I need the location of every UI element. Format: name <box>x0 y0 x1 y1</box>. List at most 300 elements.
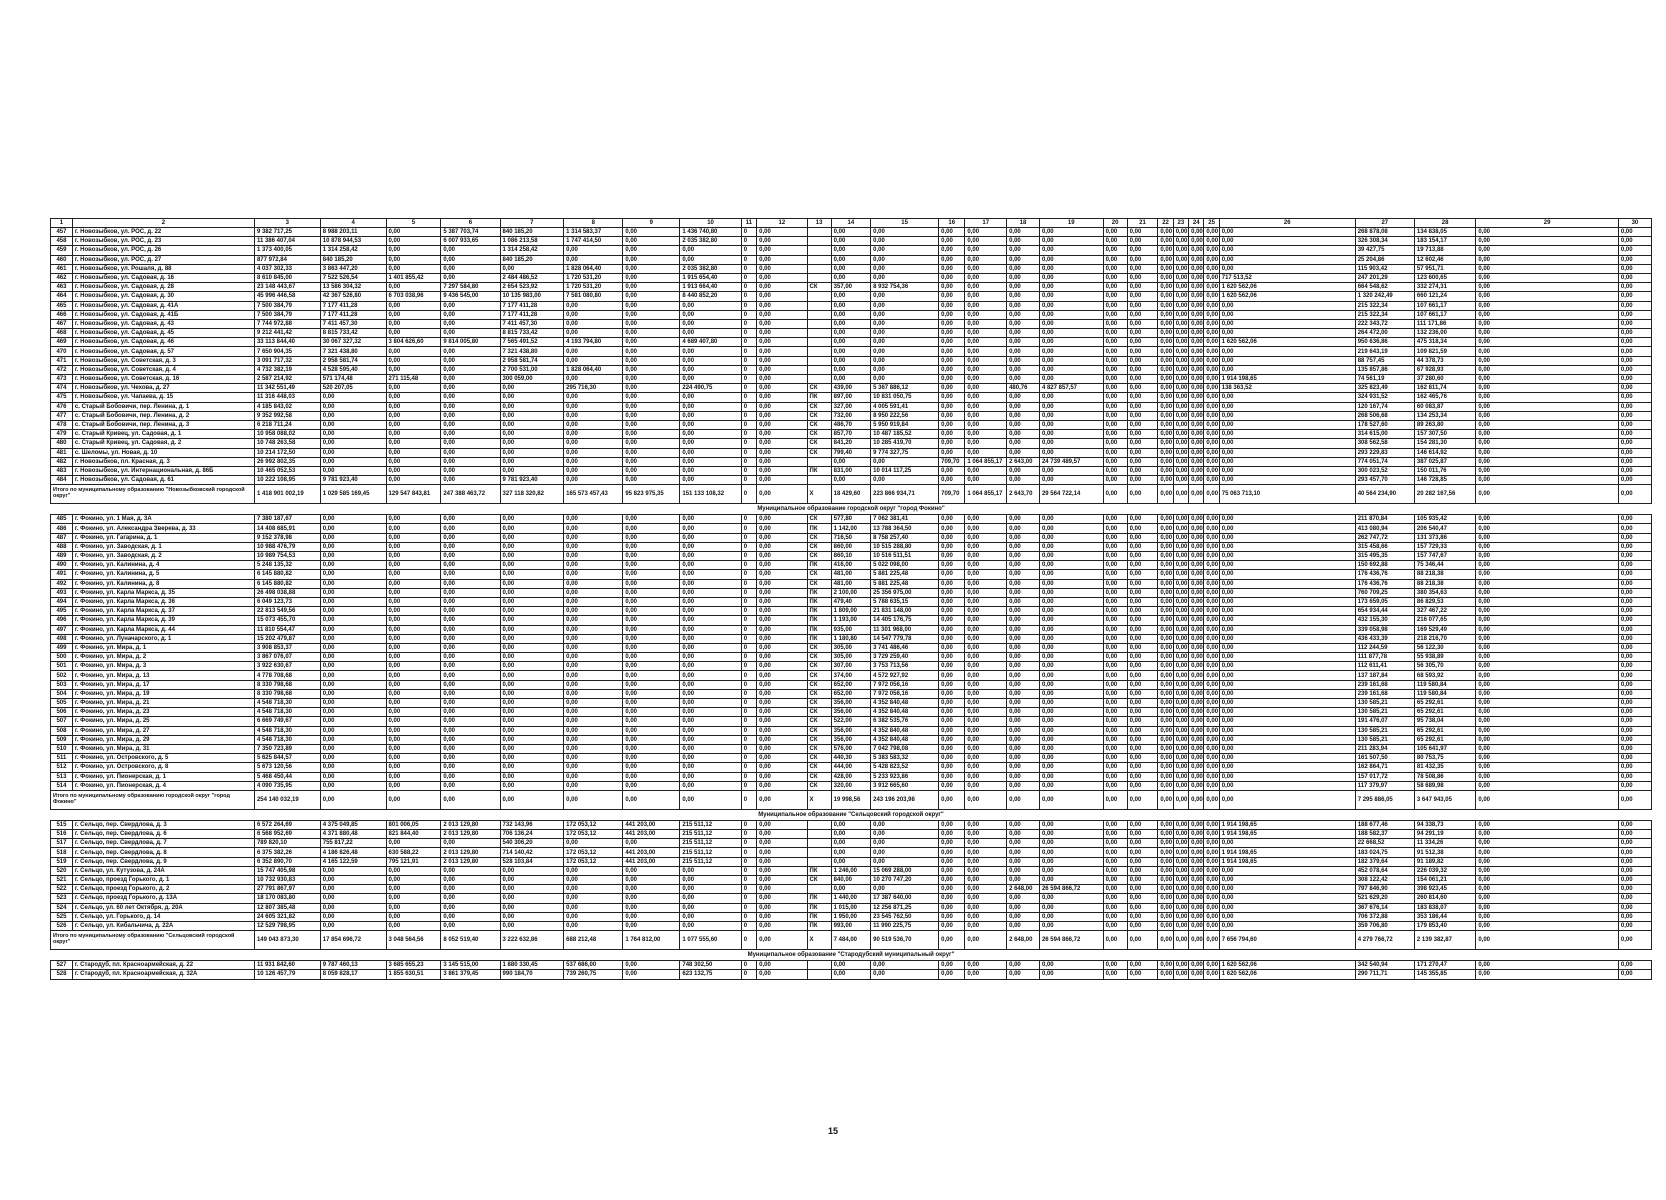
table-cell: 0,00 <box>1618 515 1651 524</box>
table-cell: 0,00 <box>1103 708 1127 717</box>
address-cell: г. Новозыбков, ул. Советская, д. 4 <box>72 365 254 374</box>
table-cell: 7 177 411,28 <box>320 301 386 310</box>
table-cell: 176 436,76 <box>1355 579 1414 588</box>
table-cell: 161 507,50 <box>1355 754 1414 763</box>
table-cell: 0,00 <box>1103 735 1127 744</box>
table-cell: 0,00 <box>1173 515 1188 524</box>
address-cell: г. Сельцо, ул. Горького, д. 14 <box>72 912 254 921</box>
table-cell: 0,00 <box>500 921 564 930</box>
table-cell: 75 063 713,10 <box>1219 485 1355 504</box>
table-cell: 26 498 038,88 <box>254 588 320 597</box>
table-cell: 0,00 <box>1127 439 1158 448</box>
table-cell: ПК <box>807 616 831 625</box>
table-cell: 0,00 <box>1127 625 1158 634</box>
table-cell: 0,00 <box>680 597 741 606</box>
table-cell <box>807 839 831 848</box>
table-cell: 0,00 <box>1127 533 1158 542</box>
table-cell: 0,00 <box>680 552 741 561</box>
table-cell: 146 614,92 <box>1414 448 1475 457</box>
table-cell: 0,00 <box>1127 570 1158 579</box>
table-cell: 215 511,12 <box>680 839 741 848</box>
table-cell: 0,00 <box>831 237 870 246</box>
table-cell: 0,00 <box>1618 524 1651 533</box>
table-cell: 0,00 <box>939 699 965 708</box>
table-cell: 4 548 718,30 <box>254 708 320 717</box>
table-row <box>51 329 1652 338</box>
row-number: 503 <box>51 680 73 689</box>
table-cell: 0,00 <box>939 894 965 903</box>
table-cell: 0,00 <box>1476 772 1619 781</box>
table-cell: 0,00 <box>386 903 441 912</box>
table-cell: 0,00 <box>320 708 386 717</box>
table-cell: 0,00 <box>1158 970 1173 979</box>
table-cell: 0,00 <box>1618 597 1651 606</box>
table-cell: 0,00 <box>1204 903 1219 912</box>
table-cell: 105 641,97 <box>1414 744 1475 753</box>
table-cell: 65 292,61 <box>1414 699 1475 708</box>
table-cell: 215 511,12 <box>680 848 741 857</box>
table-cell: 1 314 258,42 <box>320 246 386 255</box>
table-cell: 0,00 <box>441 402 500 411</box>
table-cell: 0,00 <box>1189 420 1204 429</box>
table-cell: 10 732 930,83 <box>254 876 320 885</box>
table-cell: 29 564 722,14 <box>1039 485 1103 504</box>
table-cell: 0,00 <box>1618 857 1651 866</box>
table-cell: 0,00 <box>386 588 441 597</box>
table-cell: 0,00 <box>1103 885 1127 894</box>
table-cell: 7 042 798,08 <box>871 744 939 753</box>
table-cell <box>807 347 831 356</box>
table-cell: 78 508,86 <box>1414 772 1475 781</box>
table-cell: 0,00 <box>1204 616 1219 625</box>
table-cell: 0,00 <box>386 439 441 448</box>
table-cell: 58 689,98 <box>1414 781 1475 790</box>
table-cell: 0,00 <box>1189 411 1204 420</box>
table-cell: 0,00 <box>939 885 965 894</box>
table-cell: 0,00 <box>1158 671 1173 680</box>
table-cell: 10 878 944,53 <box>320 237 386 246</box>
row-number: 476 <box>51 402 73 411</box>
table-cell: 0,00 <box>1103 866 1127 875</box>
table-cell: 0,00 <box>680 476 741 485</box>
table-cell: 1 077 555,60 <box>680 931 741 950</box>
table-cell: 0,00 <box>1173 365 1188 374</box>
table-cell: 0,00 <box>965 744 1007 753</box>
table-cell: СК <box>807 283 831 292</box>
address-cell: г. Фокино, ул. Мира, д. 27 <box>72 726 254 735</box>
table-cell: 0,00 <box>1127 830 1158 839</box>
table-cell: 860,00 <box>831 542 870 551</box>
table-cell: 0,00 <box>320 671 386 680</box>
table-cell: 0,00 <box>441 246 500 255</box>
table-cell: 0,00 <box>871 255 939 264</box>
table-row <box>51 448 1652 457</box>
table-cell: 0,00 <box>871 839 939 848</box>
column-header: 1 <box>51 219 73 228</box>
row-number: 467 <box>51 319 73 328</box>
table-cell: 0 <box>741 857 756 866</box>
table-cell: 0,00 <box>831 820 870 829</box>
table-cell: 0 <box>741 763 756 772</box>
table-cell: СК <box>807 662 831 671</box>
table-cell: 0,00 <box>1476 347 1619 356</box>
table-cell: 0,00 <box>939 607 965 616</box>
table-cell: 13 788 364,50 <box>871 524 939 533</box>
table-cell: 528 103,84 <box>500 857 564 866</box>
table-cell: 0,00 <box>1158 912 1173 921</box>
table-cell: 0,00 <box>939 671 965 680</box>
table-cell: 0,00 <box>757 237 807 246</box>
table-cell: 6 352 890,70 <box>254 857 320 866</box>
table-cell: 0,00 <box>500 457 564 466</box>
table-cell: 0,00 <box>680 246 741 255</box>
table-cell: 0,00 <box>1476 292 1619 301</box>
table-cell: 0,00 <box>1103 393 1127 402</box>
table-row <box>51 588 1652 597</box>
table-cell: 1 747 414,50 <box>564 237 623 246</box>
table-cell: 0,00 <box>1618 319 1651 328</box>
address-cell: с. Старый Бобовичи, пер. Ленина, д. 3 <box>72 420 254 429</box>
table-cell <box>807 476 831 485</box>
table-cell: 4 732 382,19 <box>254 365 320 374</box>
table-cell: 0,00 <box>623 533 680 542</box>
table-cell: 0,00 <box>386 255 441 264</box>
table-cell: 0,00 <box>564 393 623 402</box>
table-cell: 157 307,50 <box>1414 430 1475 439</box>
table-cell: 0,00 <box>500 552 564 561</box>
table-cell: 0,00 <box>320 515 386 524</box>
table-cell: 0,00 <box>320 689 386 698</box>
table-cell: 0,00 <box>564 466 623 475</box>
table-cell: 0,00 <box>1127 485 1158 504</box>
section-header-row <box>51 504 1652 515</box>
table-cell: 0,00 <box>1189 848 1204 857</box>
table-cell: 0,00 <box>1476 476 1619 485</box>
table-cell: 0,00 <box>1476 634 1619 643</box>
table-cell: 320,00 <box>831 781 870 790</box>
table-cell: 0,00 <box>1127 662 1158 671</box>
table-cell: 0,00 <box>939 375 965 384</box>
table-cell: 0,00 <box>1618 393 1651 402</box>
table-cell: 0,00 <box>1158 338 1173 347</box>
table-cell: 115 903,42 <box>1355 264 1414 273</box>
table-cell: 0,00 <box>1173 625 1188 634</box>
table-cell: 0,00 <box>1158 848 1173 857</box>
table-cell: 0,00 <box>1173 310 1188 319</box>
table-cell: 0,00 <box>1158 228 1173 237</box>
table-cell: 0,00 <box>386 653 441 662</box>
table-cell: 4 778 708,68 <box>254 671 320 680</box>
table-cell: 219 643,19 <box>1355 347 1414 356</box>
table-cell: 0,00 <box>320 430 386 439</box>
table-cell: 0,00 <box>564 903 623 912</box>
table-cell: 0,00 <box>1189 634 1204 643</box>
table-cell: 0,00 <box>1173 689 1188 698</box>
table-cell: 0,00 <box>965 616 1007 625</box>
table-cell: 25 356 975,00 <box>871 588 939 597</box>
table-cell: 0,00 <box>1158 246 1173 255</box>
table-cell: 0,00 <box>1007 310 1040 319</box>
column-header: 27 <box>1355 219 1414 228</box>
table-cell: 732,00 <box>831 411 870 420</box>
table-cell: 480,76 <box>1007 384 1040 393</box>
table-cell: 0,00 <box>965 699 1007 708</box>
table-cell: 0,00 <box>1007 961 1040 970</box>
table-cell: 6 669 749,67 <box>254 717 320 726</box>
column-header: 2 <box>72 219 254 228</box>
table-cell: 0,00 <box>386 866 441 875</box>
table-cell: 0,00 <box>1127 848 1158 857</box>
table-cell: 0,00 <box>1204 931 1219 950</box>
table-cell: 0,00 <box>965 273 1007 282</box>
table-cell: 0,00 <box>1204 439 1219 448</box>
table-cell: 0,00 <box>680 420 741 429</box>
table-cell: 0,00 <box>1476 839 1619 848</box>
table-cell: 0 <box>741 420 756 429</box>
table-cell: 0,00 <box>1219 607 1355 616</box>
column-header: 23 <box>1173 219 1188 228</box>
table-cell: 0,00 <box>1189 375 1204 384</box>
table-cell: 0,00 <box>1618 876 1651 885</box>
table-cell: 0,00 <box>386 466 441 475</box>
table-cell: 0,00 <box>500 653 564 662</box>
table-cell: 0,00 <box>1204 533 1219 542</box>
address-cell: г. Новозыбков, ул. РОС, д. 26 <box>72 246 254 255</box>
table-cell: 0,00 <box>939 439 965 448</box>
table-row <box>51 292 1652 301</box>
table-cell: 0,00 <box>1204 830 1219 839</box>
table-row <box>51 866 1652 875</box>
table-cell: 0,00 <box>1204 570 1219 579</box>
table-cell: 107 661,17 <box>1414 301 1475 310</box>
table-cell: 537 686,00 <box>564 961 623 970</box>
table-cell: 0,00 <box>1103 457 1127 466</box>
table-cell: 0,00 <box>564 319 623 328</box>
table-cell: 0,00 <box>939 744 965 753</box>
table-cell: 0,00 <box>1219 237 1355 246</box>
table-cell: 0,00 <box>1103 588 1127 597</box>
table-cell: 0,00 <box>1173 931 1188 950</box>
table-cell: 0,00 <box>1189 921 1204 930</box>
table-cell: 0,00 <box>500 634 564 643</box>
table-cell: 1 914 198,65 <box>1219 848 1355 857</box>
table-cell: 0,00 <box>1476 717 1619 726</box>
table-cell: 0,00 <box>1618 754 1651 763</box>
table-cell: 0,00 <box>965 264 1007 273</box>
table-cell: 0,00 <box>680 866 741 875</box>
table-cell: 0,00 <box>623 699 680 708</box>
table-cell: 9 787 460,13 <box>320 961 386 970</box>
table-cell: 0,00 <box>1158 430 1173 439</box>
row-number: 491 <box>51 570 73 579</box>
table-cell: 0,00 <box>1039 781 1103 790</box>
table-cell: 2 100,00 <box>831 588 870 597</box>
table-cell: 112 244,59 <box>1355 643 1414 652</box>
table-cell: 0,00 <box>965 588 1007 597</box>
table-cell: 0,00 <box>1618 790 1651 809</box>
table-cell: 95 738,04 <box>1414 717 1475 726</box>
table-cell: 0,00 <box>1173 830 1188 839</box>
table-cell: 0,00 <box>564 524 623 533</box>
table-cell: 0,00 <box>1618 903 1651 912</box>
table-cell: 0,00 <box>1189 347 1204 356</box>
table-cell: 0,00 <box>1204 894 1219 903</box>
table-cell: 0,00 <box>441 781 500 790</box>
table-cell: 7 297 584,80 <box>441 283 500 292</box>
table-cell: 0,00 <box>1007 616 1040 625</box>
table-cell: 571 174,48 <box>320 375 386 384</box>
table-cell: 0,00 <box>623 310 680 319</box>
table-cell: 0,00 <box>386 597 441 606</box>
table-cell: 0,00 <box>1204 662 1219 671</box>
table-cell: 0,00 <box>1204 857 1219 866</box>
table-cell: 0,00 <box>831 273 870 282</box>
table-cell: 0,00 <box>1007 246 1040 255</box>
table-cell: 0 <box>741 830 756 839</box>
table-cell: 0,00 <box>1007 542 1040 551</box>
address-cell: г. Новозыбков, ул. Садовая, д. 43 <box>72 319 254 328</box>
table-cell: 0,00 <box>564 744 623 753</box>
table-cell: 0,00 <box>1173 903 1188 912</box>
row-number: 486 <box>51 524 73 533</box>
table-cell: 0,00 <box>1189 726 1204 735</box>
address-cell: г. Новозыбков, ул. Садовая, д. 61 <box>72 476 254 485</box>
table-cell: 0,00 <box>1158 375 1173 384</box>
table-cell: 0,00 <box>386 744 441 753</box>
table-cell: 0,00 <box>965 689 1007 698</box>
table-cell: 4 193 794,80 <box>564 338 623 347</box>
table-cell: 0,00 <box>1103 319 1127 328</box>
table-cell: 0,00 <box>1103 430 1127 439</box>
table-cell: 0,00 <box>1007 680 1040 689</box>
table-row <box>51 347 1652 356</box>
table-cell: 0,00 <box>1039 717 1103 726</box>
table-cell: 0,00 <box>1618 616 1651 625</box>
table-cell: 0,00 <box>1007 763 1040 772</box>
table-cell: 0,00 <box>441 790 500 809</box>
table-cell: 0,00 <box>1173 763 1188 772</box>
table-cell: 4 005 591,41 <box>871 402 939 411</box>
table-cell: 0,00 <box>1173 420 1188 429</box>
table-cell: 0,00 <box>623 662 680 671</box>
table-cell: 0,00 <box>1204 515 1219 524</box>
table-cell: 0 <box>741 338 756 347</box>
table-cell: 1 620 562,06 <box>1219 283 1355 292</box>
table-cell: 0,00 <box>1103 921 1127 930</box>
table-cell: 0,00 <box>623 744 680 753</box>
table-cell: 0,00 <box>441 653 500 662</box>
table-cell: 0,00 <box>831 319 870 328</box>
table-cell: 0 <box>741 708 756 717</box>
table-cell: 374,00 <box>831 671 870 680</box>
table-cell: 0,00 <box>386 876 441 885</box>
table-cell: 0,00 <box>623 754 680 763</box>
row-number: 505 <box>51 699 73 708</box>
table-cell: 0,00 <box>680 310 741 319</box>
table-cell: 165 573 457,43 <box>564 485 623 504</box>
table-cell: 0,00 <box>1204 411 1219 420</box>
table-cell: 6 703 038,96 <box>386 292 441 301</box>
table-cell: 1 620 562,06 <box>1219 338 1355 347</box>
table-cell: 243 196 203,98 <box>871 790 939 809</box>
table-cell: 0,00 <box>1219 839 1355 848</box>
table-cell: 0,00 <box>1007 912 1040 921</box>
row-number: 509 <box>51 735 73 744</box>
table-cell: 0,00 <box>1219 689 1355 698</box>
table-cell: 0,00 <box>1219 228 1355 237</box>
table-cell: 0,00 <box>1127 552 1158 561</box>
table-cell: 0,00 <box>1476 763 1619 772</box>
table-cell: 0,00 <box>500 662 564 671</box>
table-cell: 24 605 321,82 <box>254 912 320 921</box>
table-cell: 0,00 <box>623 708 680 717</box>
table-cell: 441 203,00 <box>623 820 680 829</box>
table-cell: 0,00 <box>1103 625 1127 634</box>
table-cell: 0,00 <box>1618 365 1651 374</box>
table-cell: 0,00 <box>320 912 386 921</box>
table-cell: 0,00 <box>1618 839 1651 848</box>
table-cell: 0,00 <box>1476 857 1619 866</box>
table-cell: 1 828 064,40 <box>564 264 623 273</box>
table-cell: 0,00 <box>1127 790 1158 809</box>
table-cell: 0,00 <box>965 393 1007 402</box>
table-cell: 0,00 <box>1204 466 1219 475</box>
table-cell: 172 053,12 <box>564 848 623 857</box>
table-cell: 0,00 <box>1219 579 1355 588</box>
row-number: 465 <box>51 301 73 310</box>
table-cell: 0,00 <box>1158 894 1173 903</box>
table-cell: 0,00 <box>500 717 564 726</box>
table-cell: 308 562,58 <box>1355 439 1414 448</box>
table-cell: 14 547 779,78 <box>871 634 939 643</box>
table-cell: 6 218 711,24 <box>254 420 320 429</box>
table-cell: 135 857,86 <box>1355 365 1414 374</box>
table-cell: 0,00 <box>680 772 741 781</box>
table-cell: 0,00 <box>1127 912 1158 921</box>
table-cell: 0,00 <box>1189 542 1204 551</box>
table-cell: 0,00 <box>1204 347 1219 356</box>
table-cell: 0,00 <box>386 476 441 485</box>
table-cell: 0,00 <box>965 292 1007 301</box>
table-cell: СК <box>807 439 831 448</box>
table-row <box>51 744 1652 753</box>
table-cell: 0,00 <box>1158 515 1173 524</box>
table-cell: 0,00 <box>831 264 870 273</box>
table-cell: 0,00 <box>1618 542 1651 551</box>
table-cell: 0,00 <box>680 356 741 365</box>
table-cell: 6 382 535,76 <box>871 717 939 726</box>
table-cell: 0,00 <box>623 356 680 365</box>
table-cell: 0,00 <box>320 579 386 588</box>
table-cell: 0,00 <box>1007 301 1040 310</box>
table-cell: 0,00 <box>1618 338 1651 347</box>
table-cell: 0,00 <box>1189 439 1204 448</box>
table-row <box>51 857 1652 866</box>
table-cell: 0,00 <box>757 763 807 772</box>
table-cell: 0,00 <box>757 876 807 885</box>
table-cell: 0,00 <box>1476 533 1619 542</box>
table-cell: 1 914 198,65 <box>1219 375 1355 384</box>
table-cell: 0,00 <box>320 402 386 411</box>
table-cell: 0,00 <box>1127 754 1158 763</box>
table-cell: 129 547 843,81 <box>386 485 441 504</box>
table-cell: 0,00 <box>1103 283 1127 292</box>
table-cell: 162 465,76 <box>1414 393 1475 402</box>
table-cell: 0,00 <box>623 228 680 237</box>
table-cell: 4 185 843,02 <box>254 402 320 411</box>
table-cell: 0,00 <box>1219 735 1355 744</box>
table-cell: 0,00 <box>1039 246 1103 255</box>
